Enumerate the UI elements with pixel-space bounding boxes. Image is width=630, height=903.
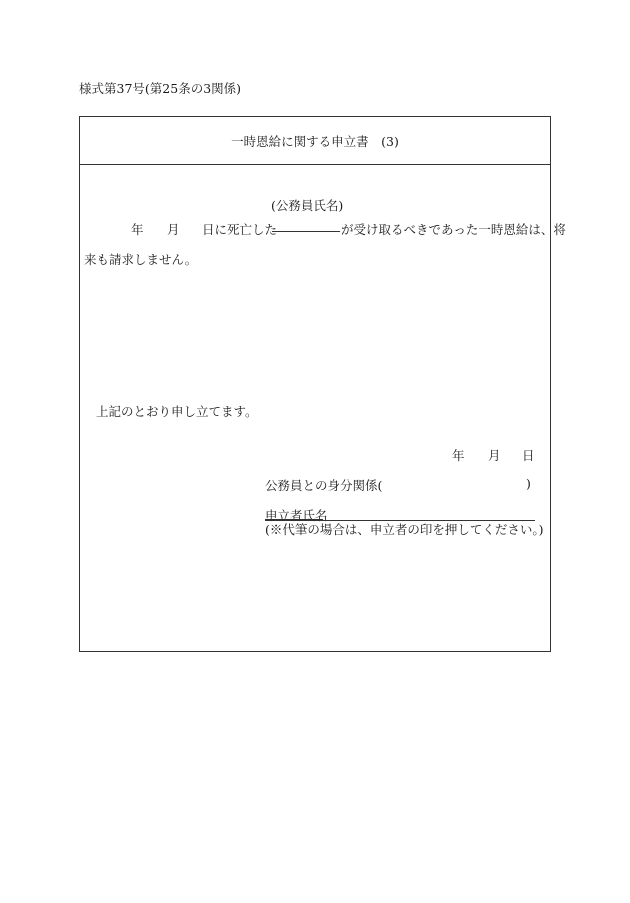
statement-line-2: 来も請求しません。 [84, 252, 198, 267]
title-divider [79, 164, 551, 165]
seal-note: (※代筆の場合は、申立者の印を押してください。) [265, 522, 544, 537]
form-title: 一時恩給に関する申立書 (3) [231, 134, 399, 149]
relationship-close: ) [526, 476, 531, 491]
declaration-text: 上記のとおり申し立てます。 [96, 404, 258, 419]
applicant-name-label: 申立者氏名 [265, 508, 328, 523]
statement-text: が受け取るべきであった一時恩給は、将 [341, 222, 566, 237]
submit-day-label: 日 [522, 448, 535, 463]
death-year-label: 年 [131, 222, 144, 237]
death-day-text: 日に死亡した [202, 222, 278, 237]
submit-year-label: 年 [452, 448, 465, 463]
relationship-label: 公務員との身分関係( [265, 478, 383, 493]
form-number-label: 様式第37号(第25条の3関係) [79, 81, 242, 96]
submit-month-label: 月 [488, 448, 501, 463]
civil-servant-name-field[interactable] [272, 231, 340, 232]
death-month-label: 月 [167, 222, 180, 237]
civil-servant-name-label: (公務員氏名) [271, 198, 344, 213]
